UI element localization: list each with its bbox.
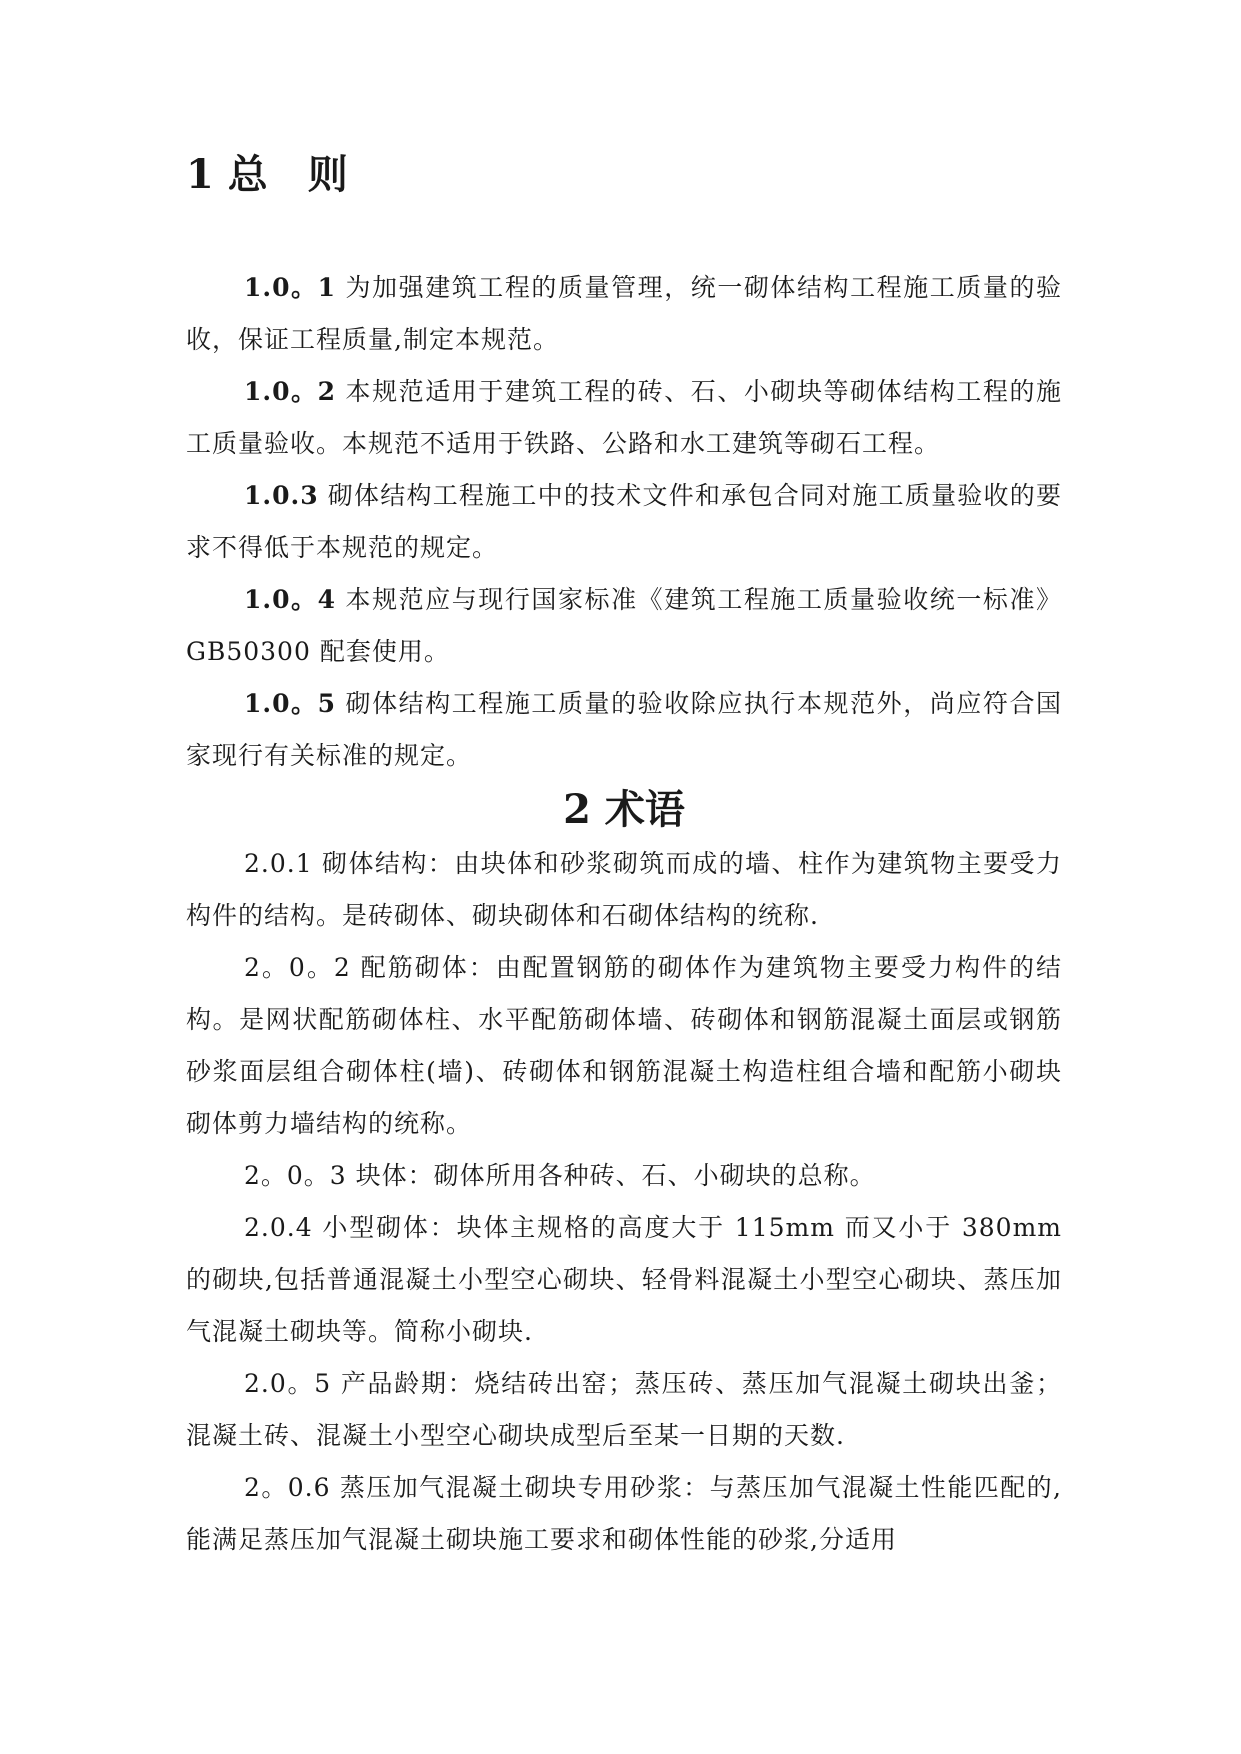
clause-1-0-1 [186, 262, 1062, 366]
clause-text: 本规范适用于建筑工程的砖、石、小砌块等砌体结构工程的施工质量验收。本规范不适用于铁路、公路和水工建筑等砌石工程。 [186, 377, 1063, 458]
term-text: 小型砌体：块体主规格的高度大于 115mm 而又小于 380mm 的砌块,包括普通混凝土小型空心砌块、轻骨料混凝土小型空心砌块、蒸压加气混凝土砌块等。简称小砌块. [186, 1213, 1062, 1346]
clause-text: 砌体结构工程施工质量的验收除应执行本规范外，尚应符合国家现行有关标准的规定。 [186, 689, 1063, 770]
clause-number: 1.0.3 [244, 481, 319, 510]
term-number: 2。0。2 [244, 953, 351, 982]
term-text: 配筋砌体：由配置钢筋的砌体作为建筑物主要受力构件的结构。是网状配筋砌体柱、水平配筋砌体墙、砖砌体和钢筋混凝土面层或钢筋砂浆面层组合砌体柱(墙)、砖砌体和钢筋混凝土构造柱组合墙和配筋小砌块砌体剪力墙结构的统称。 [186, 953, 1062, 1138]
clause-number: 1.0。5 [244, 689, 337, 718]
term-2-0-2 [186, 942, 1062, 1150]
clause-number: 1.0。4 [244, 585, 337, 614]
term-text: 产品龄期：烧结砖出窑；蒸压砖、蒸压加气混凝土砌块出釜；混凝土砖、混凝土小型空心砌块成型后至某一日期的天数. [186, 1369, 1062, 1450]
page-content [186, 148, 1062, 1566]
term-text: 蒸压加气混凝土砌块专用砂浆：与蒸压加气混凝土性能匹配的,能满足蒸压加气混凝土砌块施工要求和砌体性能的砂浆,分适用 [186, 1473, 1062, 1554]
clause-text: 本规范应与现行国家标准《建筑工程施工质量验收统一标准》GB50300 配套使用。 [186, 585, 1063, 666]
term-2-0-6 [186, 1462, 1062, 1566]
term-2-0-5 [186, 1358, 1062, 1462]
clause-1-0-2 [186, 366, 1062, 470]
clause-1-0-3 [186, 470, 1062, 574]
term-number: 2。0。3 [244, 1161, 347, 1190]
term-number: 2。0.6 [244, 1473, 331, 1502]
clause-number: 1.0。2 [244, 377, 337, 406]
clause-number: 1.0。1 [244, 273, 337, 302]
clause-text: 砌体结构工程施工中的技术文件和承包合同对施工质量验收的要求不得低于本规范的规定。 [186, 481, 1062, 562]
clause-1-0-4 [186, 574, 1062, 678]
term-text: 块体：砌体所用各种砖、石、小砌块的总称。 [346, 1161, 876, 1190]
term-2-0-4 [186, 1202, 1062, 1358]
clause-1-0-5 [186, 678, 1062, 782]
term-text: 砌体结构：由块体和砂浆砌筑而成的墙、柱作为建筑物主要受力构件的结构。是砖砌体、砌块砌体和石砌体结构的统称. [186, 849, 1062, 930]
term-number: 2.0.4 [244, 1213, 313, 1242]
term-number: 2.0。5 [244, 1369, 332, 1398]
chapter-1-title: 1 总 则 [186, 151, 348, 198]
clause-text: 为加强建筑工程的质量管理，统一砌体结构工程施工质量的验收，保证工程质量,制定本规范。 [186, 273, 1063, 354]
term-2-0-3 [186, 1150, 1062, 1202]
chapter-2-title: 2 术语 [563, 786, 685, 833]
chapter-1-body [186, 262, 1062, 782]
term-number: 2.0.1 [244, 849, 313, 878]
term-2-0-1 [186, 838, 1062, 942]
chapter-2-body [186, 838, 1062, 1566]
